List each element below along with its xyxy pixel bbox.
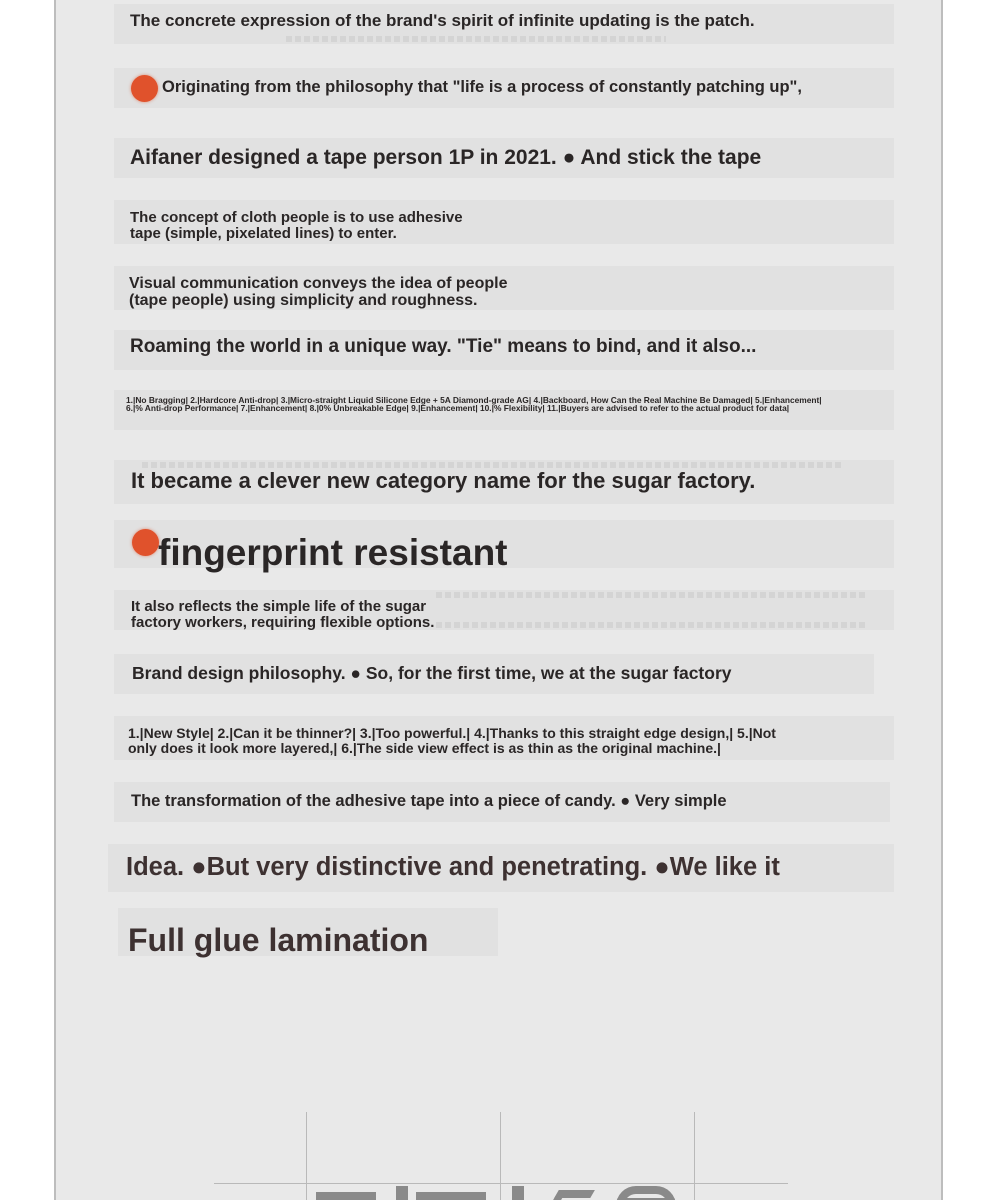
line-philosophy: Originating from the philosophy that "life is a process of constantly patching up", (162, 78, 802, 96)
line-tape-person: Aifaner designed a tape person 1P in 2021. ● And stick the tape (130, 146, 762, 169)
line-tape-candy: The transformation of the adhesive tape into a piece of candy. ● Very simple (131, 792, 727, 810)
line-roaming: Roaming the world in a unique way. "Tie" means to bind, and it also... (130, 336, 757, 357)
line-idea-distinctive: Idea. ●But very distinctive and penetrating. ●We like it (126, 853, 780, 881)
orange-dot-bullet-2 (132, 529, 159, 556)
guide-line-vertical-1 (306, 1112, 307, 1200)
line-patch-spirit: The concrete expression of the brand's spirit of infinite updating is the patch. (130, 11, 755, 30)
line-cloth-people: The concept of cloth people is to use adhesive tape (simple, pixelated lines) to enter. (130, 209, 463, 242)
line-visual-communication: Visual communication conveys the idea of people (tape people) using simplicity and roughness. (129, 275, 508, 309)
line-feature-list-1: 1.|No Bragging| 2.|Hardcore Anti-drop| 3.|Micro-straight Liquid Silicone Edge + 5A Diamond-grade AG| 4.|Backboard, How Can the Real Machine Be Damaged| 5.|Enhancement| 6.|% Anti-drop Performance| 7.|Enhancement| 8.|0% Unbreakable Edge| 9.|Enhancement| 10.|% Flexibility| 11.|Buyers are advised to refer to the actual product for data| (126, 395, 822, 414)
line-fingerprint-resistant: fingerprint resistant (158, 532, 508, 573)
ghost-line-1 (286, 36, 666, 42)
ghost-line-4 (436, 622, 866, 628)
ghost-line-3 (436, 592, 866, 598)
line-brand-philosophy: Brand design philosophy. ● So, for the first time, we at the sugar factory (132, 663, 732, 683)
orange-dot-bullet (131, 75, 158, 102)
guide-line-horizontal (214, 1183, 788, 1184)
line-full-glue-lamination: Full glue lamination (128, 922, 429, 958)
decorative-glyph-icon (316, 1186, 696, 1200)
line-feature-list-2: 1.|New Style| 2.|Can it be thinner?| 3.|Too powerful.| 4.|Thanks to this straight edge design,| 5.|Not only does it look more layered,| 6.|The side view effect is as thin as the original machine.| (128, 725, 776, 756)
content-panel (54, 0, 943, 1200)
line-category-name: It became a clever new category name for the sugar factory. (131, 468, 756, 493)
line-simple-life: It also reflects the simple life of the sugar factory workers, requiring flexible options. (131, 598, 435, 631)
